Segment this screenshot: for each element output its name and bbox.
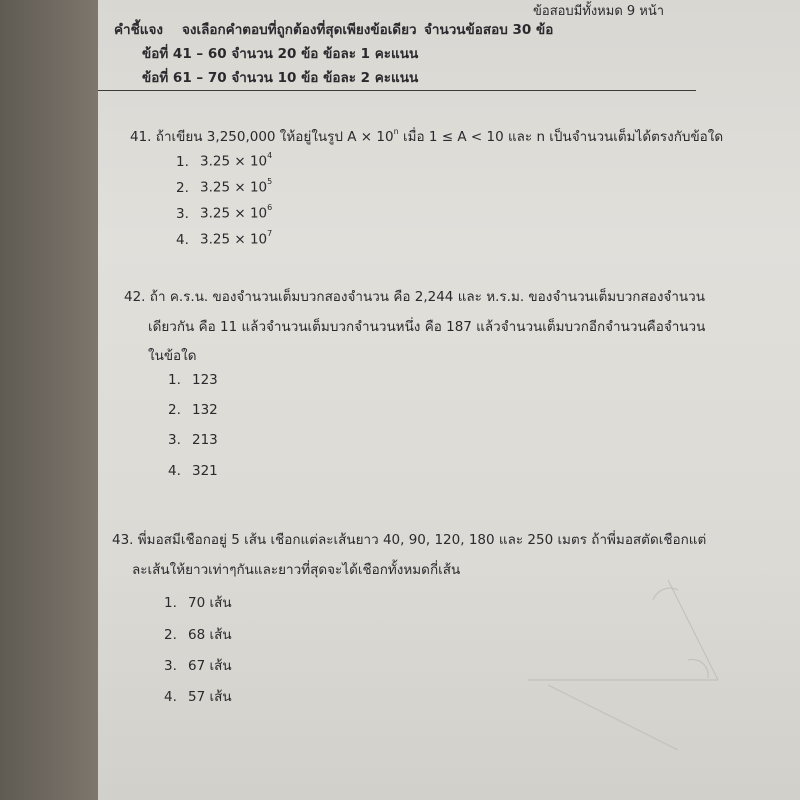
choice-43-2[interactable]: 2. 68 เส้น xyxy=(164,627,232,643)
choice-42-3[interactable]: 3. 213 xyxy=(168,432,218,448)
question-41 xyxy=(130,125,723,147)
question-42-line3: ในข้อใด xyxy=(148,348,197,364)
question-text: ถ้าเขียน 3,250,000 ให้อยู่ในรูป xyxy=(155,129,343,145)
math-form: $A \times 10^n$ xyxy=(347,126,399,145)
choice-41-2[interactable]: 2. $3.25 \times 10^5$ xyxy=(176,177,273,196)
scoring-rule-2: ข้อที่ 61 – 70 จำนวน 10 ข้อ ข้อละ 2 คะแนน xyxy=(142,70,419,86)
question-number: 43. xyxy=(112,532,134,548)
choice-41-1[interactable]: 1. $3.25 \times 10^4$ xyxy=(176,151,273,170)
choice-41-4[interactable]: 4. $3.25 \times 10^7$ xyxy=(176,229,273,248)
choice-43-4[interactable]: 4. 57 เส้น xyxy=(164,689,232,705)
question-43 xyxy=(112,528,706,550)
choice-42-2[interactable]: 2. 132 xyxy=(168,402,218,418)
question-number: 41. xyxy=(130,129,152,145)
choice-43-3[interactable]: 3. 67 เส้น xyxy=(164,658,232,674)
question-text-line1: ถ้า ค.ร.น. ของจำนวนเต็มบวกสองจำนวน คือ 2,244 และ ห.ร.ม. ของจำนวนเต็มบวกสองจำนวน xyxy=(149,289,705,305)
question-text-line1: พี่มอสมีเชือกอยู่ 5 เส้น เชือกแต่ละเส้นยาว 40, 90, 120, 180 และ 250 เมตร ถ้าพี่มอสตัดเชือกแต่ xyxy=(137,532,707,548)
question-text-condition: เมื่อ 1 ≤ A < 10 และ n เป็นจำนวนเต็มได้ตรงกับข้อใด xyxy=(402,129,724,145)
instruction-text: จงเลือกคำตอบที่ถูกต้องที่สุดเพียงข้อเดียว xyxy=(182,22,417,38)
exam-page xyxy=(98,0,800,800)
choice-41-3[interactable]: 3. $3.25 \times 10^6$ xyxy=(176,203,273,222)
choice-42-1[interactable]: 1. 123 xyxy=(168,372,218,388)
choice-42-4[interactable]: 4. 321 xyxy=(168,463,218,479)
choice-43-1[interactable]: 1. 70 เส้น xyxy=(164,595,232,611)
bleed-through-diagram xyxy=(518,560,798,760)
question-42 xyxy=(124,285,705,307)
instruction-label: คำชี้แจง xyxy=(114,22,163,38)
question-42-line2: เดียวกัน คือ 11 แล้วจำนวนเต็มบวกจำนวนหนึ่ง คือ 187 แล้วจำนวนเต็มบวกอีกจำนวนคือจำนวน xyxy=(148,319,706,335)
question-43-line2: ละเส้นให้ยาวเท่าๆกันและยาวที่สุดจะได้เชือกทั้งหมดกี่เส้น xyxy=(132,562,461,578)
total-questions: จำนวนข้อสอบ 30 ข้อ xyxy=(424,22,554,38)
question-number: 42. xyxy=(124,289,146,305)
scoring-rule-1: ข้อที่ 41 – 60 จำนวน 20 ข้อ ข้อละ 1 คะแนน xyxy=(142,46,419,62)
page-info: ข้อสอบมีทั้งหมด 9 หน้า xyxy=(533,4,665,19)
background-shadow xyxy=(0,0,98,800)
header-divider xyxy=(98,90,696,91)
